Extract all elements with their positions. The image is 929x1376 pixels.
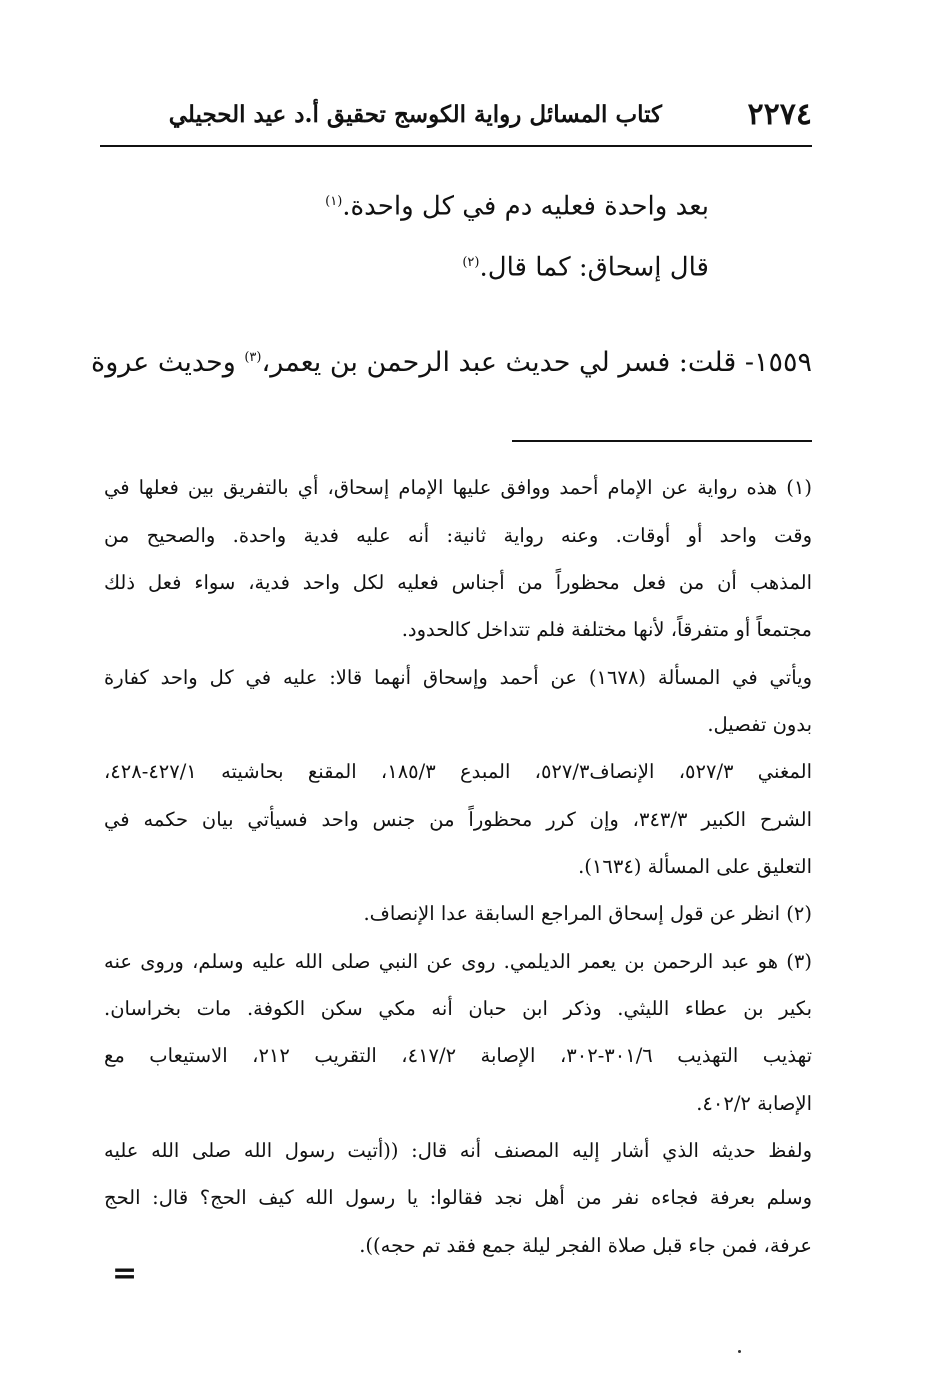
footnote-line: (٣) هو عبد الرحمن بن يعمر الديلمي. روى عن النبي صلى الله عليه وسلم، وروى عنه [104,950,812,973]
footnote-line: وسلم بعرفة فجاءه نفر من أهل نجد فقالوا: يا رسول الله كيف الحج؟ قال: الحج [104,1186,812,1209]
page-number: ٢٢٧٤ [747,97,812,132]
running-title: كتاب المسائل رواية الكوسج تحقيق أ.د عيد الحجيلي [168,101,662,128]
main-text: بعد واحدة فعليه دم في كل واحدة. [342,191,709,222]
footnote-line: ويأتي في المسألة (١٦٧٨) عن أحمد وإسحاق أنهما قالا: عليه في كل واحد كفارة [104,666,813,689]
page-header [100,92,812,138]
footnote-line: بدون تفصيل. [707,713,812,736]
print-speck [738,1350,741,1353]
issue-paragraph [91,338,812,383]
issue-number: ١٥٥٩- [744,347,812,378]
main-text-line-1 [325,182,709,227]
footnote-line: الشرح الكبير ٣٤٣/٣، وإن كرر محظوراً من جنس واحد فسيأتي بيان حكمه في [104,808,813,831]
footnote-line: (٢) انظر عن قول إسحاق المراجع السابقة عدا الإنصاف. [363,902,812,925]
issue-text: وحديث عروة [91,347,245,378]
footnote-line: الإصابة ٤٠٢/٢. [696,1092,812,1115]
footnote-line: المغني ٥٢٧/٣، الإنصاف٥٢٧/٣، المبدع ١٨٥/٣، المقنع بحاشيته ٤٢٧/١-٤٢٨، [104,760,812,783]
footnote-line: مجتمعاً أو متفرقاً، لأنها مختلفة فلم تتداخل كالحدود. [401,618,812,641]
footnote-line: بكير بن عطاء الليثي. وذكر ابن حبان أنه مكي سكن الكوفة. مات بخراسان. [104,997,812,1020]
footnote-line: التعليق على المسألة (١٦٣٤). [578,855,812,878]
footnote-line: عرفة، فمن جاء قبل صلاة الفجر ليلة جمع فقد تم حجه)). [359,1234,812,1257]
footnote-separator [512,440,812,442]
footnote-line: تهذيب التهذيب ٣٠١/٦-٣٠٢، الإصابة ٤١٧/٢، التقريب ٢١٢، الاستيعاب مع [104,1044,812,1067]
footnote-ref-1: (١) [325,194,343,209]
footnote-ref-2: (٢) [462,255,480,270]
header-rule [100,145,812,147]
footnote-line: ولفظ حديثه الذي أشار إليه المصنف أنه قال: ((أتيت رسول الله صلى الله عليه [104,1139,812,1162]
main-text-line-2 [462,243,709,288]
main-text: قال إسحاق: كما قال. [479,252,709,283]
footnote-line: المذهب أن من فعل محظوراً من أجناس فعليه لكل واحد فدية، سواء فعل ذلك [104,571,812,594]
continuation-mark: = [112,1256,138,1291]
footnote-ref-3: (٣) [244,350,262,365]
footnote-line: (١) هذه رواية عن الإمام أحمد ووافق عليها الإمام إسحاق، أي بالتفريق بين فعلها في [104,476,812,499]
footnote-line: وقت واحد أو أوقات. وعنه رواية ثانية: أنه عليه فدية واحدة. والصحيح من [104,524,812,547]
issue-text: قلت: فسر لي حديث عبد الرحمن بن يعمر، [261,347,745,378]
